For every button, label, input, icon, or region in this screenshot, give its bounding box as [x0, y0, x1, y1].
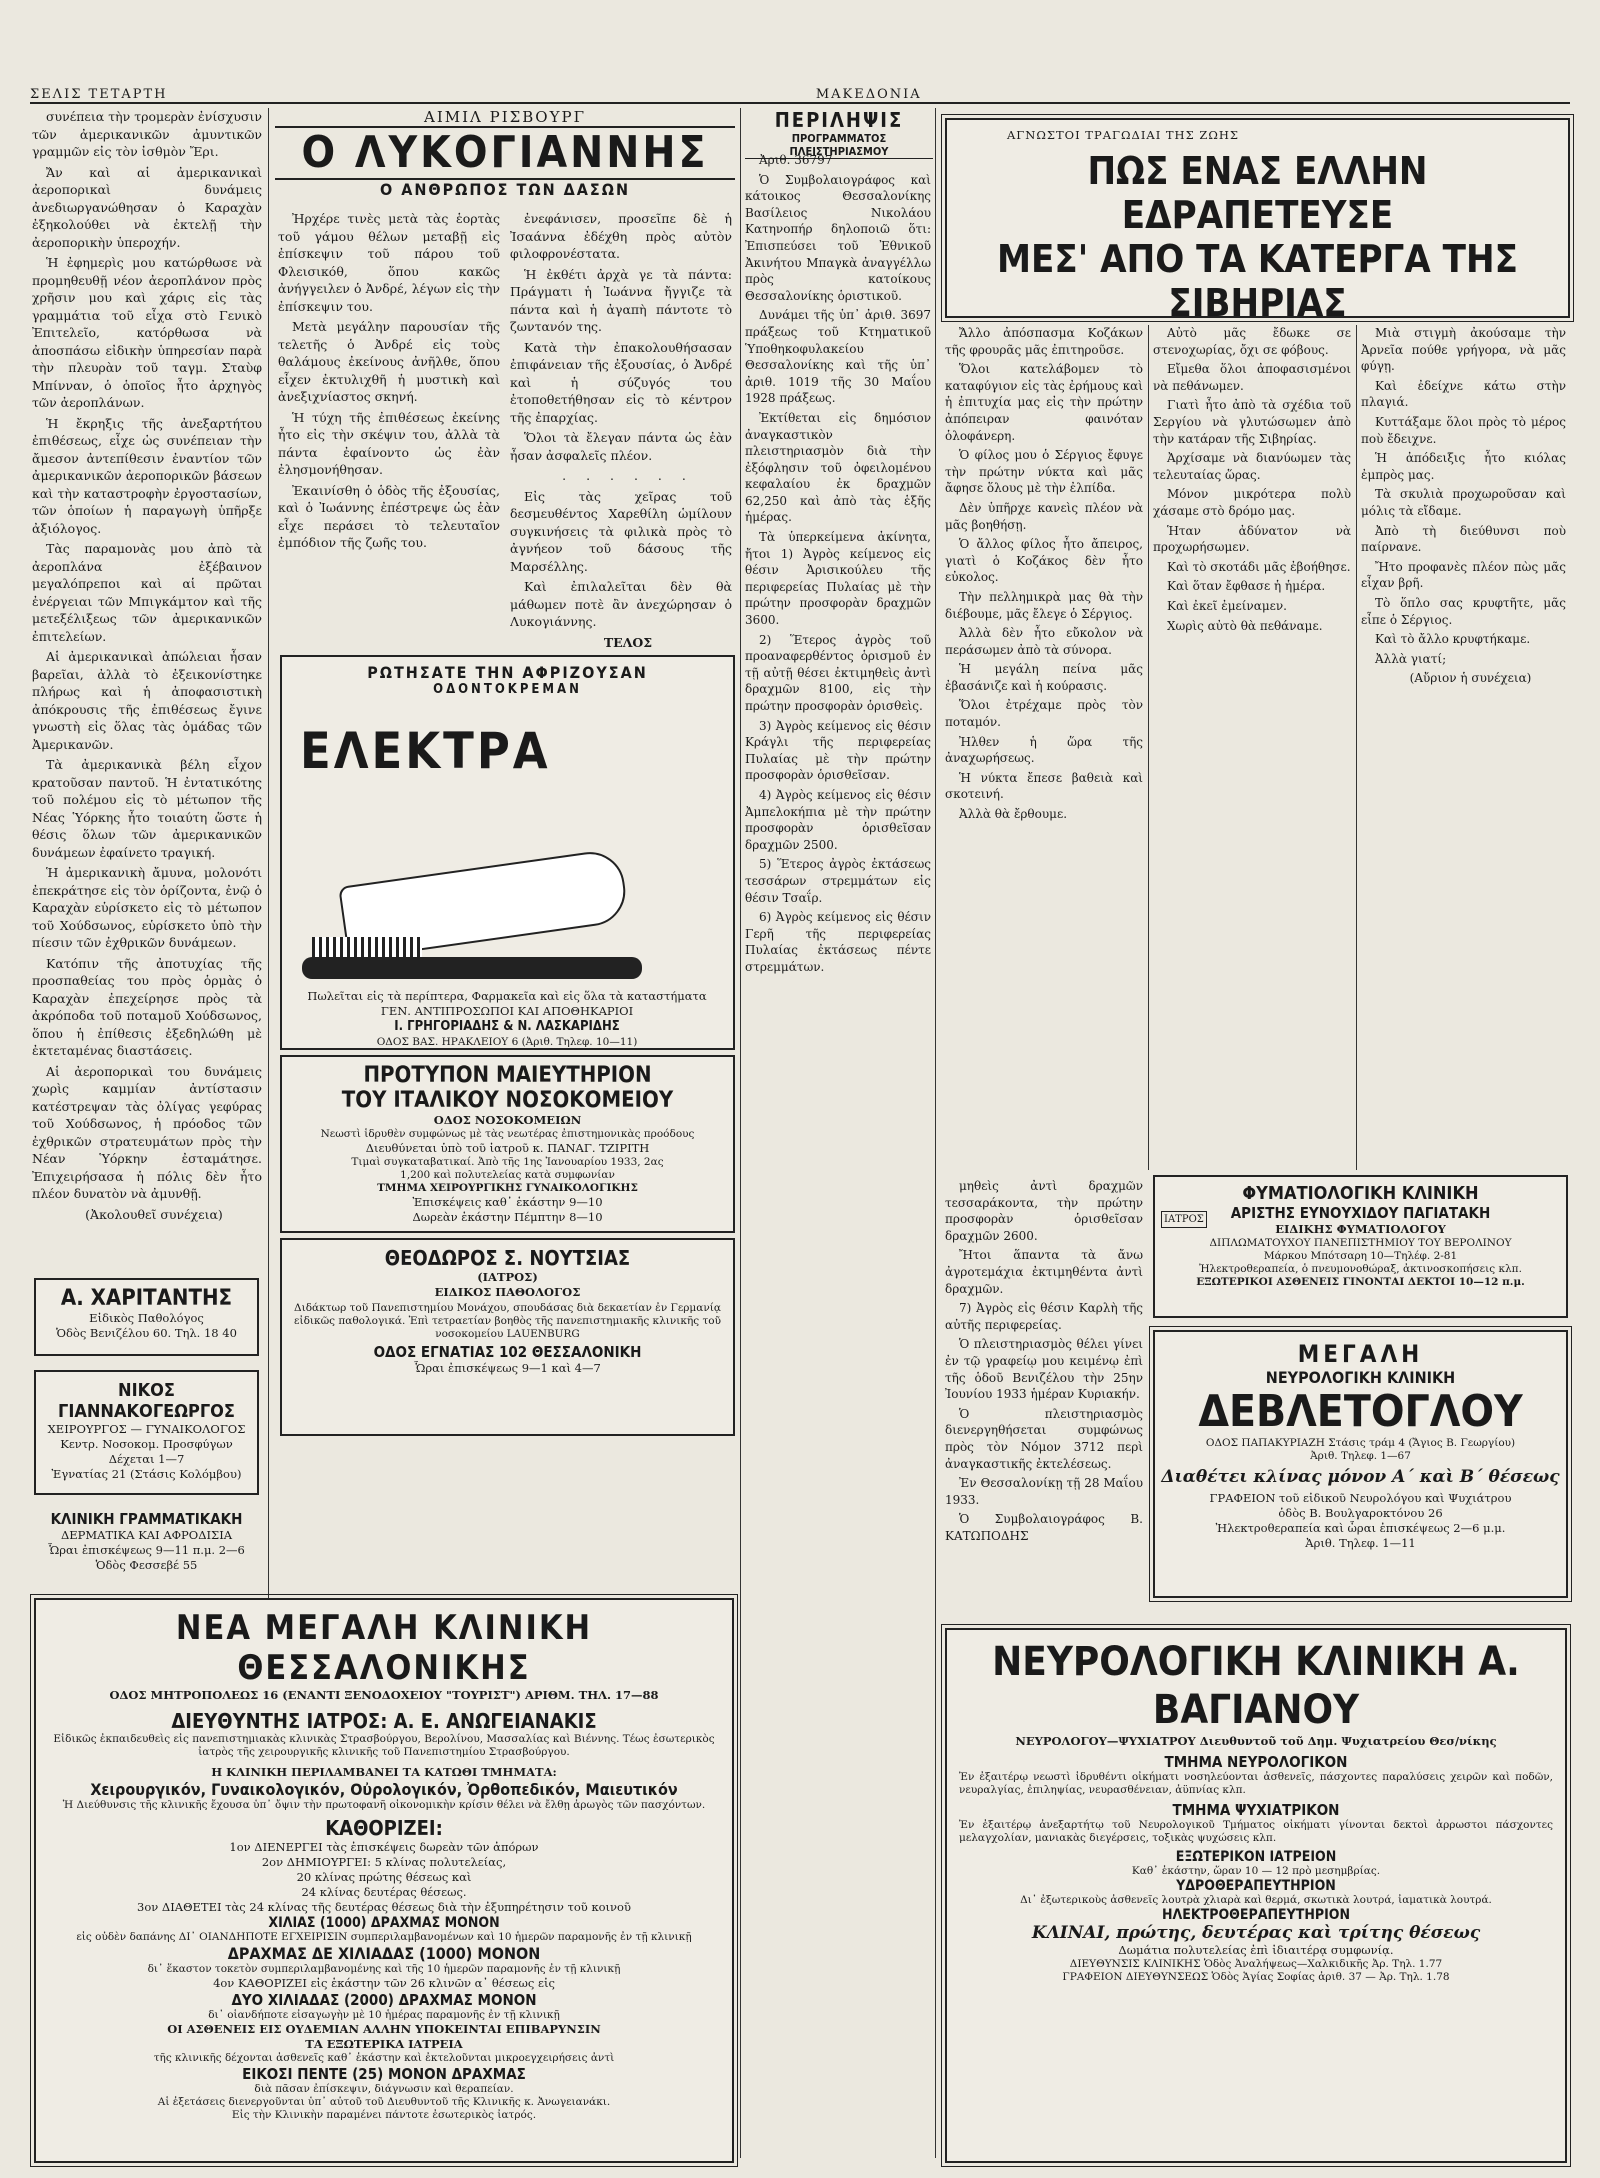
perilipsis-subtitle: ΠΡΟΓΡΑΜΜΑΤΟΣ ΠΛΕΙΣΤΗΡΙΑΣΜΟΥ [745, 132, 933, 159]
ad-nea-kliniki-r19: Εἰς τὴν Κλινικὴν παραμένει πάντοτε ἐσωτερικὸς ἰατρός. [231, 2109, 537, 2121]
article-paragraph: Μετὰ μεγάλην παρουσίαν τῆς τελετῆς ὁ Ἀνδρέ εἰς τοὺς θαλάμους ἐκείνους ἀνῆλθε, ὅπου εἶχεν ἐκτυλιχθῆ ἡ μυστικὴ καὶ ἀνεξιχνίαστος σκηνή. [278, 319, 500, 404]
lykogiannis-title: Ο ΛΥΚΟΓΙΑΝΝΗΣ [275, 126, 735, 180]
ad-vagianou-psych-desc: Ἐν ἐξαιτέρῳ ἀνεξαρτήτῳ τοῦ Νευρολογικοῦ Τμήματος οἰκήματι γίνονται δεκτοὶ ἀρρωστοι πάσχοντες μελαγχολίαν, μανιακὰς διεγέρσεις, τοξικὰς ψυχώσεις κλπ. [959, 1819, 1553, 1844]
article-paragraph: Δὲν ὑπῆρχε κανεὶς πλέον νὰ μᾶς βοηθήσῃ. [945, 500, 1143, 532]
ad-elektra-headline: ΡΩΤΗΣΑΤΕ ΤΗΝ ΑΦΡΙΖΟΥΣΑΝ [367, 663, 648, 682]
article-paragraph: Κατόπιν τῆς ἀποτυχίας τῆς προσπαθείας του πρὸς ὁρμὰς ὁ Καραχὰν ἐπεχείρησε πρὸς τὰ ἀκρόποδα τοῦ ποταμοῦ Χούδσωνος, ὅπου ἡ ἐπίθεσις ἐξεδηλώθη μὲ ἐκτεταμένας διαστάσεις. [32, 955, 262, 1058]
ad-vagianou-electro: ΗΛΕΚΤΡΟΘΕΡΑΠΕΥΤΗΡΙΟΝ [1161, 1907, 1351, 1923]
article-paragraph: Ἡ μεγάλη πείνα μᾶς ἐβασάνιζε καὶ ἡ κούρασις. [945, 662, 1143, 693]
ad-devletoglou-address: ΟΔΟΣ ΠΑΠΑΚΥΡΙΑΖΗ Στάσις τράμ 4 (Ἄγιος Β. Γεωργίου) [1205, 1437, 1516, 1449]
perilipsis-number: Ἀριθ. 36797 [759, 153, 833, 167]
article-paragraph: Ἠρχέρε τινὲς μετὰ τὰς ἑορτὰς τοῦ γάμου θέλων μεταβῇ εἰς ἐπίσκεψιν τοῦ πάρου τοῦ Φλεισικόθ, ὅπου κακῶς ἀνήγγειλεν ὁ Ἀνδρέ, λέγων εἰς τὴν ἐπίσκεψιν του. [278, 211, 500, 314]
masthead-date: ΣΕΛΙΣ ΤΕΤΑΡΤΗ [30, 87, 168, 102]
ad-vagianou-address: ΔΙΕΥΘΥΝΣΙΣ ΚΛΙΝΙΚΗΣ Ὁδὸς Ἀναλήψεως—Χαλκιδικῆς Ἀρ. Τηλ. 1.77 [1069, 1958, 1443, 1970]
article-paragraph: Μιὰ στιγμὴ ἀκούσαμε τὴν Ἀρνεῖα πούθε γρήγορα, νὰ μᾶς φύγῃ. [1361, 326, 1566, 374]
section-break: . . . . . . [562, 468, 694, 483]
ad-nea-kliniki-r11: ΔΥΟ ΧΙΛΙΑΔΑΣ (2000) ΔΡΑΧΜΑΣ ΜΟΝΟΝ [231, 1991, 537, 2009]
ad-giannakogeorgos-hours2: Δέχεται 1—7 [108, 1452, 185, 1466]
article-paragraph: Τὰς παραμονὰς μου ἀπὸ τὰ ἀεροπλάνα ἐξέβαινον μεγαλόπρεποι καὶ αἱ πρῶται ἐνέργειαι τῶν Μπιγκάμτον καὶ τῆς μετεξέλιξεως τῶν ἀμερικανικῶν ἐπιτελείων. [32, 541, 262, 644]
ad-vagianou [945, 1628, 1567, 2163]
ad-elektra-dealers: Ι. ΓΡΗΓΟΡΙΑΔΗΣ & Ν. ΛΑΣΚΑΡΙΔΗΣ [394, 1019, 620, 1034]
ad-devletoglou-phone2: Ἀριθ. Τηλεφ. 1—11 [1305, 1536, 1416, 1550]
ad-nea-kliniki-r8: ΔΡΑΧΜΑΣ ΔΕ ΧΙΛΙΑΔΑΣ (1000) ΜΟΝΟΝ [227, 1944, 541, 1963]
article-paragraph: Αὐτὸ μᾶς ἔδωκε σε στενοχωρίας, ὄχι σε φόβους. [1153, 326, 1351, 357]
article-paragraph: 3) Ἀγρὸς κείμενος εἰς θέσιν Κράγλι τῆς περιφερείας Πυλαίας μὲ τὴν πρώτην προσφορὰν ὁρισθεῖσαν. [745, 718, 931, 783]
siberia-col-b [1153, 325, 1351, 1170]
ad-maternity-title2: ΤΟΥ ΙΤΑΛΙΚΟΥ ΝΟΣΟΚΟΜΕΙΟΥ [341, 1088, 674, 1113]
ad-vagianou-beds: ΚΛΙΝΑΙ, πρώτης, δευτέρας καὶ τρίτης θέσεως [1031, 1923, 1481, 1943]
article-paragraph: Ἀρχίσαμε νὰ διανύωμεν τὰς τελευταίας ὥρας. [1153, 451, 1351, 482]
ad-maternity-l2: Διευθύνεται ὑπὸ τοῦ ἰατροῦ κ. ΠΑΝΑΓ. ΤΖΙΡΙΤΗ [365, 1141, 650, 1155]
toothbrush-icon [302, 957, 642, 979]
article-paragraph: Ἐκαινίσθη ὁ ὁδὸς τῆς ἐξουσίας, καὶ ὁ Ἰωάννης ἐπέστρεψε ὡς ἐὰν εἶχε περάσει τὸ τελευταῖον ἐμπόδιον τῆς ζωῆς του. [278, 482, 500, 550]
ad-nea-kliniki-r16: ΕΙΚΟΣΙ ΠΕΝΤΕ (25) ΜΟΝΟΝ ΔΡΑΧΜΑΣ [242, 2065, 526, 2083]
article-paragraph: Χωρὶς αὐτὸ θὰ πεθάναμε. [1167, 618, 1323, 633]
ad-vagianou-role: ΝΕΥΡΟΛΟΓΟΥ—ΨΥΧΙΑΤΡΟΥ Διευθυντοῦ τοῦ Δημ. Ψυχιατρείου Θεσ/νίκης [1015, 1734, 1497, 1748]
article-paragraph: Εἰς τὰς χεῖρας τοῦ δεσμευθέντος Χαρεθίλη ὡμίλουν συγκινήσεις τὰ φιλικὰ πρὸς τὸ ἀγνήεον τοῦ δάσους τῆς Μαρσέλλης. [510, 488, 732, 574]
article-paragraph: μηθεὶς ἀντὶ δραχμῶν τεσσαράκοντα, τὴν πρώτην προσφορὰν ὁρισθεῖσαν δραχμῶν 2600. [945, 1179, 1143, 1243]
article-paragraph: Τὰ σκυλιὰ προχωροῦσαν καὶ μόλις τὰ εἴδαμε. [1361, 487, 1566, 518]
ad-elektra-brand: ΕΛΕΚΤΡΑ [300, 722, 551, 780]
perilipsis-title: ΠΕΡΙΛΗΨΙΣ [774, 108, 904, 132]
article-paragraph: ἐνεφάνισεν, προσεῖπε δὲ ἡ Ἰσαάννα ἐδέχθη πρὸς αὐτὸν φιλοφρονέστατα. [510, 211, 732, 261]
ad-nea-kliniki-r4: 24 κλίνας δευτέρας θέσεως. [301, 1885, 467, 1899]
siberia-kicker: ΑΓΝΩΣΤΟΙ ΤΡΑΓΩΔΙΑΙ ΤΗΣ ΖΩΗΣ [1007, 128, 1240, 142]
ad-giannakogeorgos-address: Ἐγνατίας 21 (Στάσις Κολόμβου) [51, 1467, 242, 1481]
ad-noutsias-address: ΟΔΟΣ ΕΓΝΑΤΙΑΣ 102 ΘΕΣΣΑΛΟΝΙΚΗ [373, 1343, 642, 1361]
article-paragraph: Ἡταν ἀδύνατον νὰ προχωρήσωμεν. [1153, 523, 1351, 555]
lykogiannis-subtitle: Ο ΑΝΘΡΩΠΟΣ ΤΩΝ ΔΑΣΩΝ [379, 180, 631, 199]
ad-elektra-reps: ΓΕΝ. ΑΝΤΙΠΡΟΣΩΠΟΙ ΚΑΙ ΑΠΟΘΗΚΑΡΙΟΙ [380, 1004, 634, 1018]
ad-nea-kliniki-r3: 20 κλίνας πρώτης θέσεως καὶ [296, 1870, 472, 1884]
ad-grammatikaki [34, 1510, 259, 1573]
ad-elektra-sold: Πωλεῖται εἰς τὰ περίπτερα, Φαρμακεῖα καὶ εἰς ὅλα τὰ καταστήματα [307, 989, 707, 1003]
ad-nea-kliniki-r12: δι᾽ οἱανδήποτε εἰσαγωγὴν μὲ 10 ἡμέρας παραμονῆς ἐν τῇ κλινικῇ [208, 2009, 560, 2021]
ad-devletoglou-name: ΔΕΒΛΕΤΟΓΛΟΥ [1198, 1386, 1523, 1437]
siberia-title2: ΜΕΣ' ΑΠΟ ΤΑ ΚΑΤΕΡΓΑ ΤΗΣ ΣΙΒΗΡΙΑΣ [997, 237, 1518, 318]
masthead-title: ΜΑΚΕΔΟΝΙΑ [815, 87, 922, 102]
article-paragraph: Ἀλλὰ γιατί; [1375, 651, 1447, 666]
column-rule [1148, 325, 1149, 1170]
article-paragraph: Μόνον μικρότερα πολὺ χάσαμε στὸ δρόμο μας. [1153, 487, 1351, 518]
article-paragraph: Ἠλθεν ἡ ὥρα τῆς ἀναχωρήσεως. [945, 734, 1143, 766]
column-rule [1356, 325, 1357, 1170]
article-paragraph: Καὶ ἐδείχνε κάτω στὴν πλαγιά. [1361, 378, 1566, 410]
ad-nea-kliniki-address: ΟΔΟΣ ΜΗΤΡΟΠΟΛΕΩΣ 16 (ΕΝΑΝΤΙ ΞΕΝΟΔΟΧΕΙΟΥ "ΤΟΥΡΙΣΤ") ΑΡΙΘΜ. ΤΗΛ. 17—88 [109, 1688, 659, 1702]
article-paragraph: Ἡ ἀπόδειξις ἦτο κιόλας ἐμπρὸς μας. [1361, 451, 1566, 482]
ad-grammatikaki-role: ΔΕΡΜΑΤΙΚΑ ΚΑΙ ΑΦΡΟΔΙΣΙΑ [60, 1528, 233, 1542]
ad-charitantis-address: Ὁδὸς Βενιζέλου 60. Τηλ. 18 40 [56, 1326, 237, 1340]
article-paragraph: Αἱ ἀεροπορικαὶ του δυνάμεις χωρὶς καμμίαν ἀντίστασιν κατέστρεψαν τὰς ὀλίγας γεφύρας τοῦ Χούδσωνος, ἡ πρόοδος τῶν ἐχθρικῶν στρατευμάτων πρὸς τὴν Νέαν Ὑόρκην ἐσταμάτησε. Ἐπιχειρήσασα ἡ πόλις δὲν ἦτο πλέον δυνατὸν νὰ ἀμυνθῇ. [32, 1063, 262, 1201]
article-paragraph: Γιατὶ ἦτο ἀπὸ τὰ σχέδια τοῦ Σεργίου νὰ γλυτώσωμεν ἀπὸ τὴν κατάραν τῆς Σιβηρίας. [1153, 398, 1351, 446]
ad-pagiataki-l1: ΔΙΠΛΩΜΑΤΟΥΧΟΥ ΠΑΝΕΠΙΣΤΗΜΙΟΥ ΤΟΥ ΒΕΡΟΛΙΝΟΥ [1209, 1237, 1512, 1249]
article-paragraph: Κυττάξαμε ὅλοι πρὸς τὸ μέρος ποὺ ἔδειχνε. [1361, 414, 1566, 446]
ad-giannakogeorgos [34, 1370, 259, 1495]
ad-pagiataki-l2: Μάρκου Μπότσαρη 10—Τηλέφ. 2-81 [1263, 1250, 1458, 1262]
ad-nea-kliniki-title: ΝΕΑ ΜΕΓΑΛΗ ΚΛΙΝΙΚΗ ΘΕΣΣΑΛΟΝΙΚΗΣ [175, 1608, 593, 1688]
article-paragraph: Καὶ ὅταν ἔφθασε ἡ ἡμέρα. [1167, 579, 1326, 594]
ad-maternity-l7: Δωρεὰν ἑκάστην Πέμπτην 8—10 [412, 1210, 603, 1224]
article-paragraph: Ἄλλο ἀπόσπασμα Κοζάκων τῆς φρουρᾶς μᾶς ἐπιτηροῦσε. [945, 326, 1143, 357]
lykogiannis-col-a [278, 210, 500, 650]
ad-vagianou-office: ΓΡΑΦΕΙΟΝ ΔΙΕΥΘΥΝΣΕΩΣ Ὁδὸς Ἁγίας Σοφίας ἀριθ. 37 — Ἀρ. Τηλ. 1.78 [1062, 1971, 1450, 1983]
siberia-col-c [1361, 325, 1566, 1015]
ad-maternity-l4: 1,200 καὶ πολυτελείας κατὰ συμφωνίαν [400, 1169, 615, 1181]
article-paragraph: Ἀλλὰ θὰ ἔρθουμε. [959, 807, 1068, 822]
continued-note: (Ἀκολουθεῖ συνέχεια) [85, 1206, 223, 1222]
ad-giannakogeorgos-name: ΝΙΚΟΣ ΓΙΑΝΝΑΚΟΓΕΩΡΓΟΣ [58, 1380, 235, 1422]
ad-grammatikaki-days: Ὁδὸς Φεσσεβέ 55 [95, 1558, 198, 1572]
article-paragraph: Τὴν πελλημικρὰ μας θὰ τὴν διέβουμε, μᾶς ἔλεγε ὁ Σέργιος. [945, 589, 1143, 621]
lykogiannis-end: ΤΕΛΟΣ [603, 634, 653, 650]
ad-vagianou-rooms: Δωμάτια πολυτελείας ἐπὶ ἰδιαιτέρᾳ συμφωνίᾳ. [1118, 1943, 1394, 1957]
ad-devletoglou [1153, 1330, 1568, 1598]
ad-maternity-l6: Ἐπισκέψεις καθ᾽ ἑκάστην 9—10 [412, 1195, 603, 1209]
continued-note: (Αὔριον ἡ συνέχεια) [1409, 671, 1532, 686]
ad-elektra-product: ΟΔΟΝΤΟΚΡΕΜΑΝ [433, 682, 582, 697]
ad-nea-kliniki-includes: Η ΚΛΙΝΙΚΗ ΠΕΡΙΛΑΜΒΑΝΕΙ ΤΑ ΚΑΤΩΘΙ ΤΜΗΜΑΤΑ: [211, 1765, 557, 1779]
article-paragraph: Καὶ τὸ σκοτάδι μᾶς ἐβοήθησε. [1167, 559, 1351, 574]
ad-nea-kliniki-r1: 1ον ΔΙΕΝΕΡΓΕΙ τὰς ἐπισκέψεις δωρεὰν τῶν ἀπόρων [229, 1840, 539, 1854]
article-paragraph: Τὰ ὑπερκείμενα ἀκίνητα, ἤτοι 1) Ἀγρὸς κείμενος εἰς θέσιν Ἀρισικούλευ τῆς περιφερείας Πυλαίας μὲ τὴν πρώτην προσφορὰν δραχμῶν 3600. [745, 530, 931, 628]
column-rule [740, 108, 741, 2158]
ad-noutsias-name: ΘΕΟΔΩΡΟΣ Σ. ΝΟΥΤΣΙΑΣ [384, 1246, 631, 1270]
ad-vagianou-title: ΝΕΥΡΟΛΟΓΙΚΗ ΚΛΙΝΙΚΗ Α. ΒΑΓΙΑΝΟΥ [992, 1639, 1520, 1733]
ad-grammatikaki-name: ΚΛΙΝΙΚΗ ΓΡΑΜΜΑΤΙΚΑΚΗ [50, 1510, 243, 1528]
ad-vagianou-hydro: ΥΔΡΟΘΕΡΑΠΕΥΤΗΡΙΟΝ [1176, 1878, 1336, 1894]
article-paragraph: συνέπεια τὴν τρομερὰν ἐνίσχυσιν τῶν ἀμερικανικῶν ἀμυντικῶν γραμμῶν εἰς τὸν ἰσθμὸν Ἔρι. [32, 109, 262, 159]
article-paragraph: Ἄν καὶ αἱ ἀμερικανικαὶ ἀεροπορικαὶ δυνάμεις ἀνεδιωργανώθησαν ὁ Καραχὰν ἐξηκολούθει νὰ ἐκτελῇ τὴν ἀεροπορικὴν ὑπεροχήν. [32, 164, 262, 250]
ad-pagiataki-name: ΑΡΙΣΤΗΣ ΕΥΝΟΥΧΙΔΟΥ ΠΑΓΙΑΤΑΚΗ [1230, 1204, 1491, 1222]
ad-grammatikaki-hours: Ὧραι ἐπισκέψεως 9—11 π.μ. 2—6 [48, 1543, 245, 1557]
ad-noutsias-title: (ΙΑΤΡΟΣ) [477, 1270, 538, 1284]
masthead [30, 80, 1570, 104]
article-paragraph: Ὁ ἄλλος φίλος ἦτο ἄπειρος, γιατὶ ὁ Κοζάκος δὲν ἦτο εὐκολος. [945, 537, 1143, 585]
ad-noutsias-hours: Ὧραι ἐπισκέψεως 9—1 καὶ 4—7 [414, 1361, 601, 1375]
article-paragraph: 7) Ἀγρὸς εἰς θέσιν Καρλὴ τῆς αὐτῆς περιφερείας. [945, 1301, 1143, 1332]
ad-nea-kliniki-bio: Εἰδικῶς ἐκπαιδευθεὶς εἰς πανεπιστημιακὰς κλινικὰς Στρασβούργου, Βερολίνου, Μασσαλίας καὶ Βιέννης. Τέως ἐσωτερικὸς ἰατρὸς τῆς χειρουργικῆς κλινικῆς τοῦ Πανεπιστημίου Στρασβούργου. [53, 1733, 715, 1758]
article-paragraph: Αἱ ἀμερικανικαὶ ἀπώλειαι ἦσαν βαρεῖαι, ἀλλὰ τὸ ἐξεικονίστηκε πλήρως καὶ ἡ ἀποφασιστικὴ ἀπόκρουσις τῆς ἐπιθέσεως ἔγινε γνωστὴ εἰς ὅλας τὰς ὁμάδας τῶν Ἀμερικανῶν. [32, 649, 262, 752]
article-paragraph: Ἡ τύχη τῆς ἐπιθέσεως ἐκείνης ἦτο εἰς τὴν σκέψιν του, ἀλλὰ τὰ πάντα ἐφαίνοντο ὡς ἐὰν ἐλησμονήθησαν. [278, 409, 500, 477]
ad-vagianou-hydro-desc: Δι᾽ ἐξωτερικοὺς ἀσθενεῖς λουτρὰ χλιαρὰ καὶ θερμά, σκωτικὰ λουτρά, ἰαματικὰ λουτρά. [1020, 1894, 1492, 1906]
article-paragraph: Τὸ ὅπλο σας κρυφτῆτε, μᾶς εἶπε ὁ Σέργιος. [1361, 595, 1566, 627]
ad-nea-kliniki-desc: Ἡ Διεύθυνσις τῆς κλινικῆς ἔχουσα ὑπ᾽ ὄψιν τὴν πρωτοφανῆ οἰκονομικὴν κρίσιν θέλει νὰ ἔλθῃ ἀρωγὸς τῶν πασχόντων. [62, 1799, 706, 1811]
article-paragraph: Κατὰ τὴν ἐπακολουθήσασαν ἐπιφάνειαν τῆς ἐξουσίας, ὁ Ἀνδρέ καὶ ἡ σύζυγός του ἐτοποθετήθησαν εἰς τὸ κέντρον τῆς ἐπαρχίας. [510, 339, 732, 425]
article-paragraph: Ἤτο προφανὲς πλέον πὼς μᾶς εἶχαν βρῆ. [1361, 559, 1566, 591]
perilipsis-article [745, 152, 931, 2162]
article-paragraph: Ὅλοι τὰ ἔλεγαν πάντα ὡς ἐὰν ἦσαν ἀσφαλεῖς πλέον. [510, 430, 732, 463]
siberia-col-a [945, 325, 1143, 1170]
article-paragraph: Ὅλοι κατελάβομεν τὸ καταφύγιον εἰς τὰς ἐρήμους καὶ ἡ ἐπιτυχία μας εἰς τὴν πρώτην ἀπόπειραν φαινόταν ὁλοφάνερη. [945, 362, 1143, 443]
article-paragraph: Ἀλλὰ δὲν ἦτο εὔκολον νὰ περάσωμεν ἀπὸ τὰ σύνορα. [945, 626, 1143, 657]
toothbrush-bristles-icon [312, 937, 422, 957]
article-paragraph: Ἤτοι ἅπαντα τὰ ἄνω ἀγροτεμάχια ἐκτιμηθέντα ἀντὶ δραχμῶν. [945, 1248, 1143, 1296]
ad-maternity-l1: Νεωστὶ ἱδρυθὲν συμφώνως μὲ τὰς νεωτέρας ἐπιστημονικὰς προόδους [320, 1128, 695, 1140]
ad-giannakogeorgos-role: ΧΕΙΡΟΥΡΓΟΣ — ΓΥΝΑΙΚΟΛΟΓΟΣ [47, 1422, 246, 1436]
article-paragraph: Ὁ Συμβολαιογράφος Β. ΚΑΤΩΠΟΔΗΣ [945, 1512, 1143, 1543]
ad-giannakogeorgos-hours1: Κεντρ. Νοσοκομ. Προσφύγων [60, 1437, 233, 1451]
article-paragraph: Ἐκτίθεται εἰς δημόσιον ἀναγκαστικὸν πλειστηριασμὸν διὰ τὴν ἐξόφλησιν τοῦ ὀφειλομένου κεφαλαίου ἐκ δραχμῶν 62,250 καὶ ἀπὸ τὰς ἑξῆς ἡμέρας. [745, 410, 931, 525]
article-paragraph: Ἡ ἐκθέτι ἀρχὰ γε τὰ πάντα: Πράγματι ἡ Ἰωάννα ἤγγιζε τὰ πάντα καὶ ἡ ἀγαπὴ πάντοτε τὸ ζωντανόν της. [510, 266, 732, 334]
ad-noutsias-desc: Διδάκτωρ τοῦ Πανεπιστημίου Μονάχου, σπουδάσας διὰ δεκαετίαν ἐν Γερμανίᾳ εἰδικῶς παθολογικά. Ἐπὶ τετραετίαν βοηθὸς τῆς πανεπιστημιακῆς κλινικῆς τοῦ νοσοκομείου LAUENBURG [294, 1302, 721, 1340]
ad-nea-kliniki-r7: εἰς οὐδὲν δαπάνης ΔΙ᾽ ΟΙΑΝΔΗΠΟΤΕ ΕΓΧΕΙΡΙΣΙΝ συμπεριλαμβανομένων καὶ 10 ἡμερῶν παραμονῆς ἐν τῇ κλινικῇ [76, 1931, 692, 1943]
ad-pagiataki-tag: ΙΑΤΡΟΣ [1161, 1211, 1207, 1228]
article-paragraph: Ἡ ἐφημερὶς μου κατώρθωσε νὰ προμηθευθῇ νέον ἀεροπλάνον πρὸς χρῆσιν μου καὶ χάρις εἰς τὰς γραμμάτια τοῦ εἶχα στὸ Γενικὸ Ἐπιτελεῖο, κατόρθωσα νὰ ἀποσπάσω εἰδικὴν ὑπηρεσίαν παρὰ τὴν πλευρὰν τοῦ ταγμ. Σταὺφ Μπίνναν, ὁ ὁποῖος ἦτο ἀρχηγὸς τῶν ἀεροπλάνων. [32, 255, 262, 410]
siberia-header [945, 118, 1570, 318]
article-paragraph: Καὶ ἐκεῖ ἐμείναμεν. [1167, 598, 1287, 613]
article-paragraph: 6) Ἀγρὸς κείμενος εἰς θέσιν Γερῆ τῆς περιφερείας Πυλαίας ἐκτάσεως πέντε στρεμμάτων. [745, 910, 931, 974]
ad-devletoglou-beds: Διαθέτει κλίνας μόνον Α΄ καὶ Β΄ θέσεως [1161, 1467, 1560, 1487]
article-paragraph: 4) Ἀγρὸς κείμενος εἰς θέσιν Ἀμπελοκήπια μὲ τὴν πρώτην προσφορὰν ὁρισθεῖσαν δραχμῶν 2500. [745, 787, 931, 852]
ad-pagiataki-role: ΕΙΔΙΚΗΣ ΦΥΜΑΤΙΟΛΟΓΟΥ [1275, 1222, 1446, 1236]
ad-charitantis [34, 1278, 259, 1356]
ad-nea-kliniki-r15: τῆς κλινικῆς δέχονται ἀσθενεῖς καθ᾽ ἑκάστην καὶ ἐκτελοῦνται μικροεγχειρήσεις ἀντὶ [153, 2052, 615, 2064]
article-paragraph: 2) Ἕτερος ἀγρὸς τοῦ προαναφερθέντος ὁρισμοῦ ἐν τῇ αὐτῇ θέσει ἐκτιμηθεὶς ἀντὶ δραχμῶν 8100, εἰς τὴν πρώτην προσφορὰν ὁρισθεὶς. [745, 632, 931, 713]
ad-pagiataki-l4: ΕΞΩΤΕΡΙΚΟΙ ΑΣΘΕΝΕΙΣ ΓΙΝΟΝΤΑΙ ΔΕΚΤΟΙ 10—12 π.μ. [1196, 1276, 1525, 1288]
article-paragraph: Δυνάμει τῆς ὑπ᾽ ἀριθ. 3697 πράξεως τοῦ Κτηματικοῦ Ὑποθηκοφυλακείου Θεσσαλονίκης καὶ τῆς ὑπ᾽ ἀριθ. 1019 τῆς 30 Μαΐου 1928 πράξεως. [745, 308, 931, 406]
article-paragraph: Ὁ Συμβολαιογράφος καὶ κάτοικος Θεσσαλονίκης Βασίλειος Νικολάου Κατηνοπήρ δηλοποιῶ ὅτι: Ἐπισπεύσει τοῦ Ἐθνικοῦ Ἀκινήτου Μπαγκὰ ἀναγγέλλω πρὸς κατοίκους Θεσσαλονίκης ὁριστικοῦ. [745, 172, 931, 303]
ad-devletoglou-head: ΜΕΓΑΛΗ [1297, 1340, 1424, 1368]
ad-elektra [280, 655, 735, 1050]
lykogiannis-header [275, 108, 735, 199]
ad-nea-kliniki-r10: 4ον ΚΑΘΟΡΙΖΕΙ εἰς ἑκάστην τῶν 26 κλινῶν α᾽ θέσεως εἰς [213, 1976, 555, 1990]
article-paragraph: Ὁ φίλος μου ὁ Σέργιος ἔφυγε τὴν πρώτην νύκτα καὶ μᾶς ἄφησε ὅλους μὲ τὴν ἐλπίδα. [945, 448, 1143, 496]
ad-nea-kliniki-r5: 3ον ΔΙΑΘΕΤΕΙ τὰς 24 κλίνας τῆς δευτέρας θέσεως διὰ τὴν ἐξυπηρέτησιν τοῦ κοινοῦ [137, 1900, 631, 1914]
article-paragraph: Εἴμεθα ὅλοι ἀποφασισμένοι νὰ πεθάνωμεν. [1153, 362, 1351, 393]
ad-pagiataki-l3: Ἠλεκτροθεραπεία, ὁ πνευμονοθώραξ, ἀκτινοσκοπήσεις κλπ. [1199, 1263, 1522, 1275]
ad-vagianou-ext: ΕΞΩΤΕΡΙΚΟΝ ΙΑΤΡΕΙΟΝ [1175, 1849, 1337, 1865]
ad-maternity [280, 1055, 735, 1233]
ad-nea-kliniki-r6: ΧΙΛΙΑΣ (1000) ΔΡΑΧΜΑΣ ΜΟΝΟΝ [268, 1915, 500, 1931]
article-paragraph: Ἡ ἔκρηξις τῆς ἀνεξαρτήτου ἐπιθέσεως, εἶχε ὡς συνέπειαν τὴν ἄμεσον ἀντεπίθεσιν ἐναντίον τῶν ἀμερικανικῶν ἀεροπορικῶν βάσεων καὶ τὴν καταστροφὴν ἐργοστασίων, τῶν ὁποίων ἡ παραγωγὴ ὑπῆρξε ἀξιόλογος. [32, 415, 262, 536]
ad-nea-kliniki-director: ΔΙΕΥΘΥΝΤΗΣ ΙΑΤΡΟΣ: Α. Ε. ΑΝΩΓΕΙΑΝΑΚΙΣ [171, 1709, 597, 1733]
ad-devletoglou-hours: Ἠλεκτροθεραπεία καὶ ὧραι ἐπισκέψεως 2—6 μ.μ. [1215, 1521, 1506, 1535]
article-paragraph: Ὁ πλειστηριασμὸς θέλει γίνει ἐν τῷ γραφείῳ μου κειμένῳ ἐπὶ τῆς ὁδοῦ Βενιζέλου τὴν 25ην Ἰουνίου 1933 ἡμέραν Κυριακήν. [945, 1337, 1143, 1402]
article-paragraph: Καὶ τὸ ἄλλο κρυφτήκαμε. [1375, 632, 1531, 647]
ad-nea-kliniki-r2: 2ον ΔΗΜΙΟΥΡΓΕΙ: 5 κλίνας πολυτελείας, [261, 1855, 507, 1869]
ad-nea-kliniki-r18: Αἱ ἐξετάσεις διενεργοῦνται ὑπ᾽ αὐτοῦ τοῦ Διευθυντοῦ τῆς Κλινικῆς κ. Ἀνωγειανάκι. [157, 2096, 611, 2108]
ad-noutsias-role: ΕΙΔΙΚΟΣ ΠΑΘΟΛΟΓΟΣ [434, 1285, 581, 1299]
ad-nea-kliniki-r13: ΟΙ ΑΣΘΕΝΕΙΣ ΕΙΣ ΟΥΔΕΜΙΑΝ ΑΛΛΗΝ ΥΠΟΚΕΙΝΤΑΙ ΕΠΙΒΑΡΥΝΣΙΝ [167, 2022, 601, 2036]
article-paragraph: Ἡ ἀμερικανικὴ ἄμυνα, μολονότι ἐπεκράτησε εἰς τὸν ὁρίζοντα, ἐνῷ ὁ Καραχὰν εὑρίσκετο εἰς τὸ μέτωπον τοῦ Χούδσωνος, εὑρίσκετο ὑπὸ τὴν πίεσιν τῶν ἐχθρικῶν δυνάμεων. [32, 865, 262, 950]
lykogiannis-col-b [510, 210, 732, 650]
ad-nea-kliniki-sets: ΚΑΘΟΡΙΖΕΙ: [325, 1816, 443, 1840]
ad-nea-kliniki-departments: Χειρουργικόν, Γυναικολογικόν, Οὐρολογικόν, Ὀρθοπεδικόν, Μαιευτικόν [90, 1780, 678, 1799]
article-paragraph: Ἡ νύκτα ἔπεσε βαθειὰ καὶ σκοτεινή. [945, 770, 1143, 802]
ad-maternity-l3: Τιμαὶ συγκαταβατικαί. Ἀπὸ τῆς 1ης Ἰανουαρίου 1933, 2ας [351, 1156, 664, 1168]
ad-charitantis-name: Α. ΧΑΡΙΤΑΝΤΗΣ [60, 1286, 233, 1311]
article-paragraph: Καὶ ἐπιλαλεῖται δὲν θὰ μάθωμεν ποτὲ ἂν ἀνεχώρησαν ὁ Λυκογιάννης. [510, 579, 732, 629]
ad-vagianou-psych: ΤΜΗΜΑ ΨΥΧΙΑΤΡΙΚΟΝ [1172, 1801, 1340, 1819]
ad-vagianou-neuro: ΤΜΗΜΑ ΝΕΥΡΟΛΟΓΙΚΟΝ [1164, 1753, 1348, 1771]
column-1-article [32, 108, 262, 1248]
ad-vagianou-neuro-desc: Ἐν ἐξαιτέρῳ νεωστὶ ἱδρυθέντι οἰκήματι νοσηλεύονται ἀσθενεῖς, πάσχοντες παραλύσεις χειρῶν καὶ ποδῶν, νευραλγίας, ἐπιληψίας, νευρασθένειαν, ἀϋπνίας κλπ. [959, 1771, 1553, 1796]
ad-nea-kliniki [34, 1598, 734, 2163]
ad-nea-kliniki-r14: ΤΑ ΕΞΩΤΕΡΙΚΑ ΙΑΤΡΕΙΑ [305, 2037, 463, 2051]
ad-pagiataki-title: ΦΥΜΑΤΙΟΛΟΓΙΚΗ ΚΛΙΝΙΚΗ [1242, 1183, 1479, 1204]
ad-vagianou-ext-desc: Καθ᾽ ἑκάστην, ὥραν 10 — 12 πρὸ μεσημβρίας. [1131, 1865, 1381, 1877]
ad-devletoglou-phone: Ἀριθ. Τηλεφ. 1—67 [1310, 1450, 1411, 1462]
ad-nea-kliniki-r9: δι᾽ ἕκαστον τοκετὸν συμπεριλαμβανομένης καὶ τῆς 10 ἡμερῶν παραμονῆς ἐν τῇ κλινικῇ [147, 1963, 621, 1975]
ad-maternity-title1: ΠΡΟΤΥΠΟΝ ΜΑΙΕΥΤΗΡΙΟΝ [363, 1063, 652, 1088]
ad-devletoglou-office: ΓΡΑΦΕΙΟΝ τοῦ εἰδικοῦ Νευρολόγου καὶ Ψυχιάτρου [1209, 1491, 1512, 1505]
lykogiannis-author: ΑΙΜΙΛ ΡΙΣΒΟΥΡΓ [424, 108, 586, 126]
ad-noutsias [280, 1238, 735, 1436]
article-paragraph: 5) Ἕτερος ἀγρὸς ἐκτάσεως τεσσάρων στρεμμάτων εἰς θέσιν Τσαΐρ. [745, 857, 931, 905]
article-paragraph: Ὁ πλειστηριασμὸς διενεργηθήσεται συμφώνως πρὸς τὸν Νόμον 3712 περὶ ἀναγκαστικῆς ἐκτελέσεως. [945, 1406, 1143, 1471]
siberia-title1: ΠΩΣ ΕΝΑΣ ΕΛΛΗΝ ΕΔΡΑΠΕΤΕΥΣΕ [1087, 149, 1428, 237]
ad-devletoglou-sub: ΝΕΥΡΟΛΟΓΙΚΗ ΚΛΙΝΙΚΗ [1265, 1368, 1456, 1387]
article-paragraph: Ἐν Θεσσαλονίκῃ τῇ 28 Μαΐου 1933. [945, 1476, 1143, 1507]
article-paragraph: Ὅλοι ἐτρέχαμε πρὸς τὸν ποταμόν. [945, 698, 1143, 730]
ad-elektra-address: ΟΔΟΣ ΒΑΣ. ΗΡΑΚΛΕΙΟΥ 6 (Ἀριθ. Τηλεφ. 10—11) [376, 1036, 638, 1048]
ad-charitantis-role: Εἰδικὸς Παθολόγος [89, 1311, 204, 1325]
ad-maternity-street: ΟΔΟΣ ΝΟΣΟΚΟΜΕΙΩΝ [433, 1113, 582, 1127]
article-paragraph: Ἀπὸ τὴ διεύθυνσι ποὺ παίρνανε. [1361, 523, 1566, 555]
article-paragraph: Τὰ ἀμερικανικὰ βέλη εἶχον κρατοῦσαν παντοῦ. Ἡ ἐντατικότης τοῦ πολέμου εἰς τὸ μέτωπον τῆς Νέας Ὑόρκης ἦτο τοιαύτη ὥστε ἡ θέσις ὅλων τῶν ἀμερικανικῶν δυνάμεων ἐφαίνετο τραγική. [32, 757, 262, 860]
ad-devletoglou-office2: ὁδὸς Β. Βουλγαροκτόνου 26 [1278, 1506, 1443, 1520]
ad-maternity-l5: ΤΜΗΜΑ ΧΕΙΡΟΥΡΓΙΚΗΣ ΓΥΝΑΙΚΟΛΟΓΙΚΗΣ [377, 1182, 638, 1194]
ad-nea-kliniki-r17: διὰ πᾶσαν ἐπίσκεψιν, διάγνωσιν καὶ θεραπείαν. [254, 2083, 514, 2095]
column-rule [935, 108, 936, 2158]
ad-pagiataki [1153, 1175, 1568, 1318]
